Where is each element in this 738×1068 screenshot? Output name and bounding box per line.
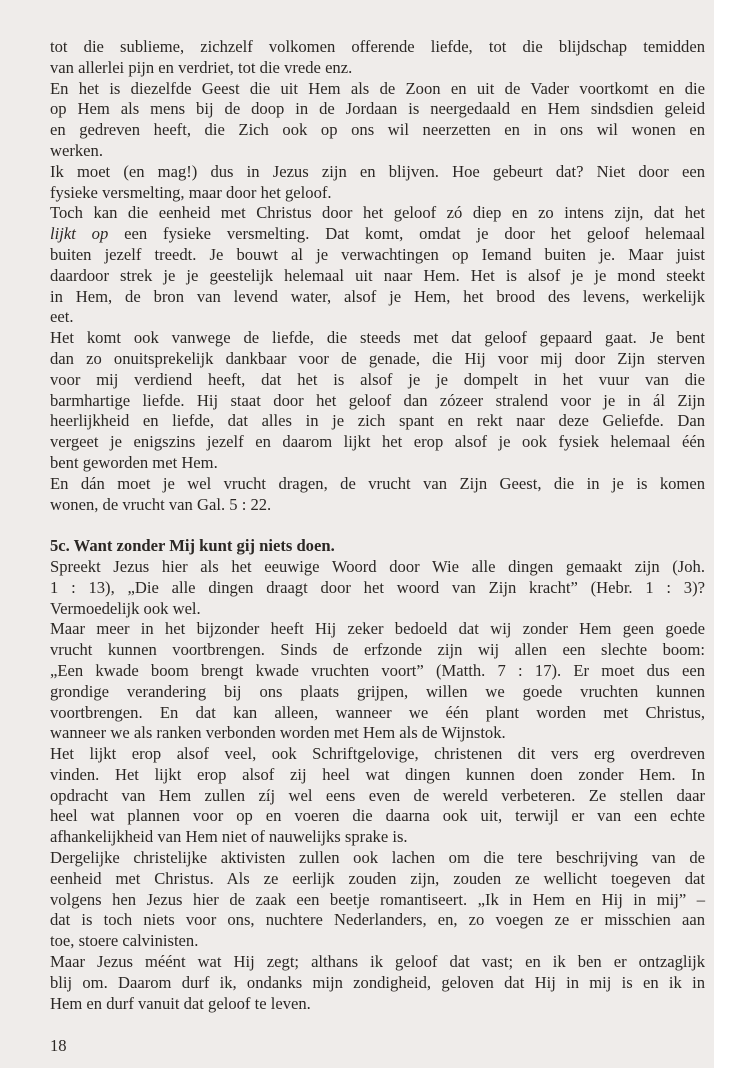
paragraph — [50, 744, 705, 848]
paragraph — [50, 952, 705, 1014]
text-line: heerlijkheid en liefde, dat alles in je zich spant en rekt naar deze Geliefde. Dan — [50, 411, 705, 431]
text-line: En dán moet je wel vrucht dragen, de vrucht van Zijn Geest, die in je is komen — [50, 473, 705, 493]
text-line: buiten jezelf treedt. Je bouwt al je verwachtingen op Iemand buiten je. Maar juist — [50, 244, 705, 264]
text-line: werken. — [50, 140, 103, 160]
text-line: Het lijkt erop alsof veel, ook Schriftgelovige, christenen dit vers erg overdreven — [50, 744, 705, 764]
paragraph — [50, 474, 705, 516]
text-line — [50, 224, 705, 245]
paragraph — [50, 37, 705, 79]
text-line: vinden. Het lijkt erop alsof zij heel wat dingen kunnen doen zonder Hem. In — [50, 764, 705, 784]
text-line: wonen, de vrucht van Gal. 5 : 22. — [50, 494, 272, 514]
text-line: toe, stoere calvinisten. — [50, 931, 199, 951]
text-line: van allerlei pijn en verdriet, tot die vrede enz. — [50, 57, 353, 77]
text-line: en gedreven heeft, die Zich ook op ons wil neerzetten en in ons wil wonen en — [50, 120, 705, 140]
text-line: bent geworden met Hem. — [50, 452, 218, 472]
text-line: Spreekt Jezus hier als het eeuwige Woord door Wie alle dingen gemaakt zijn (Joh. — [50, 556, 705, 576]
page-number: 18 — [50, 1036, 67, 1055]
text-line: grondige verandering bij ons plaats grijpen, willen we goede vruchten kunnen — [50, 681, 705, 701]
body-text — [50, 37, 705, 1014]
text-line: dan zo onuitsprekelijk dankbaar voor de genade, die Hij voor mij door Zijn sterven — [50, 348, 705, 368]
text-line: Ik moet (en mag!) dus in Jezus zijn en blijven. Hoe gebeurt dat? Niet door een — [50, 161, 705, 181]
text-line: blij om. Daarom durf ik, ondanks mijn zondigheid, geloven dat Hij in mij is en ik in — [50, 972, 705, 992]
text-line: op Hem als mens bij de doop in de Jordaan is neergedaald en Hem sindsdien geleid — [50, 99, 705, 119]
text-line: eenheid met Christus. Als ze eerlijk zouden zijn, zouden ze wellicht toegeven dat — [50, 868, 705, 888]
text-line-rest: een fysieke versmelting. Dat komt, omdat je door het geloof helemaal — [124, 224, 705, 244]
text-line: Maar Jezus méént wat Hij zegt; althans ik geloof dat vast; en ik ben er ontzaglijk — [50, 952, 705, 972]
text-line: Hem en durf vanuit dat geloof te leven. — [50, 993, 311, 1013]
text-line: in Hem, de bron van levend water, alsof je Hem, het brood des levens, werkelijk — [50, 286, 705, 306]
text-line: daardoor strek je je geestelijk helemaal uit naar Hem. Het is alsof je je mond steekt — [50, 265, 705, 285]
paragraph — [50, 619, 705, 744]
text-line: voor mij verdiend heeft, dat het is alsof je je dompelt in het vuur van die — [50, 369, 705, 389]
text-line: dat is toch niets voor ons, nuchtere Nederlanders, en, zo voegen ze er misschien aan — [50, 910, 705, 930]
paragraph — [50, 203, 705, 328]
text-line: voortbrengen. En dat kan alleen, wanneer we één plant worden met Christus, — [50, 702, 705, 722]
text-line: vrucht kunnen voortbrengen. Sinds de erfzonde zijn wij allen een slechte boom: — [50, 640, 705, 660]
paragraph — [50, 328, 705, 474]
text-line: fysieke versmelting, maar door het geloof. — [50, 182, 332, 202]
italic-emphasis: lijkt op — [50, 224, 109, 244]
text-line: afhankelijkheid van Hem niet of nauwelijks sprake is. — [50, 827, 408, 847]
text-line: Vermoedelijk ook wel. — [50, 598, 201, 618]
text-line: En het is diezelfde Geest die uit Hem als de Zoon en uit de Vader voortkomt en die — [50, 78, 705, 98]
paragraph — [50, 162, 705, 204]
text-line: tot die sublieme, zichzelf volkomen offerende liefde, tot die blijdschap temidden — [50, 37, 705, 56]
text-line: wanneer we als ranken verbonden worden met Hem als de Wijnstok. — [50, 723, 506, 743]
text-line: heel wat plannen voor op en voeren die daarna ook uit, terwijl er van een echte — [50, 806, 705, 826]
text-line: Toch kan die eenheid met Christus door het geloof zó diep en zo intens zijn, dat het — [50, 203, 705, 223]
text-line: vergeet je enigszins jezelf en daarom lijkt het erop alsof je ook fysiek helemaal één — [50, 432, 705, 452]
text-line: „Een kwade boom brengt kwade vruchten voort” (Matth. 7 : 17). Er moet dus een — [50, 660, 705, 680]
text-line: volgens hen Jezus hier de zaak een beetje romantiseert. „Ik in Hem en Hij in mij” – — [50, 889, 705, 909]
text-line: 1 : 13), „Die alle dingen draagt door het woord van Zijn kracht” (Hebr. 1 : 3)? — [50, 577, 705, 597]
paragraph — [50, 79, 705, 162]
text-line: Maar meer in het bijzonder heeft Hij zeker bedoeld dat wij zonder Hem geen goede — [50, 619, 705, 639]
text-line: Het komt ook vanwege de liefde, die steeds met dat geloof gepaard gaat. Je bent — [50, 328, 705, 348]
paragraph — [50, 848, 705, 952]
text-line: eet. — [50, 307, 74, 327]
text-line: barmhartige liefde. Hij staat door het geloof dan zózeer stralend voor je in ál Zijn — [50, 390, 705, 410]
text-line: Dergelijke christelijke aktivisten zullen ook lachen om die tere beschrijving van de — [50, 848, 705, 868]
paragraph — [50, 557, 705, 619]
section-heading: 5c. Want zonder Mij kunt gij niets doen. — [50, 536, 335, 556]
text-line: opdracht van Hem zullen zíj wel eens even de wereld verbeteren. Ze stellen daar — [50, 785, 705, 805]
